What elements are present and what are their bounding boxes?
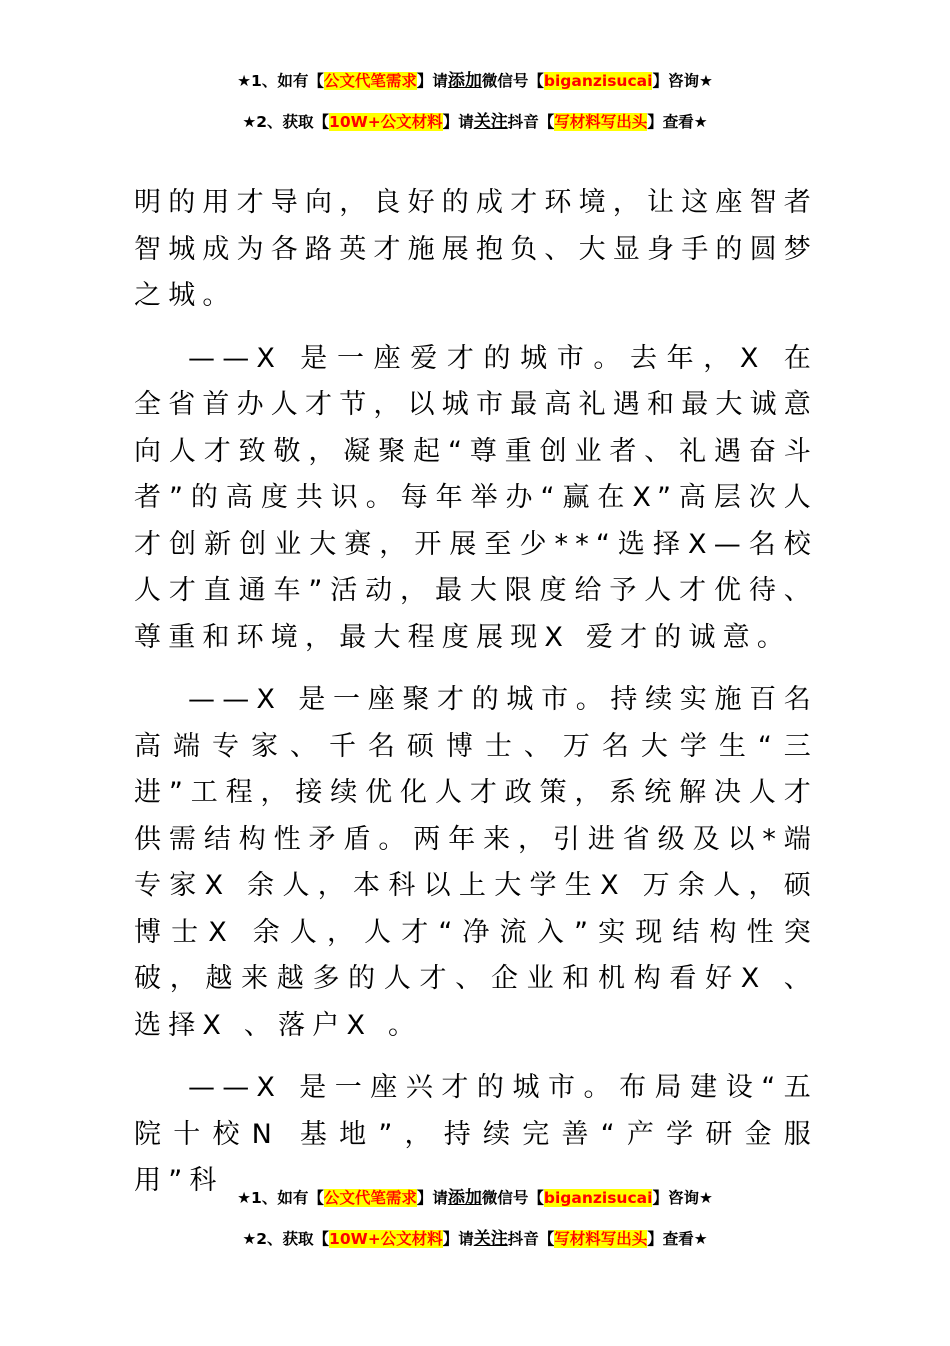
paragraph-gather-talent: ——X 是一座聚才的城市。持续实施百名高端专家、千名硕博士、万名大学生“三进”工程，接续优化人才政策，系统解决人才供需结构性矛盾。两年来，引进省级及以*端专家X 余人，本科以上大学生X 万余人，硕博士X 余人，人才“净流入”实现结构性突破，越来越多的人才、企业和机构看好X 、选择X 、落户X 。 — [134, 684, 818, 1041]
paragraph-love-talent: ——X 是一座爱才的城市。去年，X 在全省首办人才节，以城市最高礼遇和最大诚意向人才致敬，凝聚起“尊重创业者、礼遇奋斗者”的高度共识。每年举办“赢在X”高层次人才创新创业大赛，开展至少**“选择X—名校人才直通车”活动，最大限度给予人才优待、尊重和环境，最大程度展现X 爱才的诚意。 — [134, 342, 818, 653]
header-line2-underlined: 关注 — [473, 112, 508, 132]
footer-line1-mid1: 】请 — [416, 1189, 448, 1207]
footer-line2-suffix: 】查看★ — [647, 1230, 708, 1248]
header-line2-mid2: 抖音【 — [507, 113, 555, 131]
footer-line1-highlight-service: 公文代笔需求 — [323, 1189, 417, 1207]
footer-promo-line-1 — [0, 1187, 950, 1209]
header-line2-prefix: ★2、获取【 — [242, 113, 330, 131]
header-line1-highlight-service: 公文代笔需求 — [323, 72, 417, 90]
footer-line2-highlight-douyin: 写材料写出头 — [554, 1230, 648, 1248]
footer-line2-mid1: 】请 — [442, 1230, 474, 1248]
footer-promo-line-2 — [0, 1228, 950, 1250]
header-line1-prefix: ★1、如有【 — [237, 72, 324, 90]
footer-line1-highlight-wechat-id: biganzisucai — [543, 1189, 653, 1207]
header-line1-suffix: 】咨询★ — [652, 72, 713, 90]
header-line1-underlined: 添加 — [447, 71, 482, 91]
footer-line2-mid2: 抖音【 — [507, 1230, 555, 1248]
header-promo-line-2 — [0, 111, 950, 133]
paragraph-develop-talent: ——X 是一座兴才的城市。布局建设“五院十校N 基地”，持续完善“产学研金服用”科 — [134, 1072, 818, 1196]
footer-line1-mid2: 微信号【 — [481, 1189, 544, 1207]
header-line1-mid1: 】请 — [416, 72, 448, 90]
footer-line2-underlined: 关注 — [473, 1229, 508, 1249]
header-line2-highlight-douyin: 写材料写出头 — [554, 113, 648, 131]
document-body — [134, 180, 818, 1221]
header-line1-mid2: 微信号【 — [481, 72, 544, 90]
header-line2-suffix: 】查看★ — [647, 113, 708, 131]
footer-line1-suffix: 】咨询★ — [652, 1189, 713, 1207]
paragraph-continuation: 明的用才导向，良好的成才环境，让这座智者智城成为各路英才施展抱负、大显身手的圆梦之城。 — [134, 187, 818, 311]
header-promo-line-1 — [0, 70, 950, 92]
header-line1-highlight-wechat-id: biganzisucai — [543, 72, 653, 90]
footer-line2-prefix: ★2、获取【 — [242, 1230, 330, 1248]
header-line2-mid1: 】请 — [442, 113, 474, 131]
footer-line1-underlined: 添加 — [447, 1188, 482, 1208]
footer-line1-prefix: ★1、如有【 — [237, 1189, 324, 1207]
header-line2-highlight-materials: 10W+公文材料 — [329, 113, 443, 131]
footer-line2-highlight-materials: 10W+公文材料 — [329, 1230, 443, 1248]
